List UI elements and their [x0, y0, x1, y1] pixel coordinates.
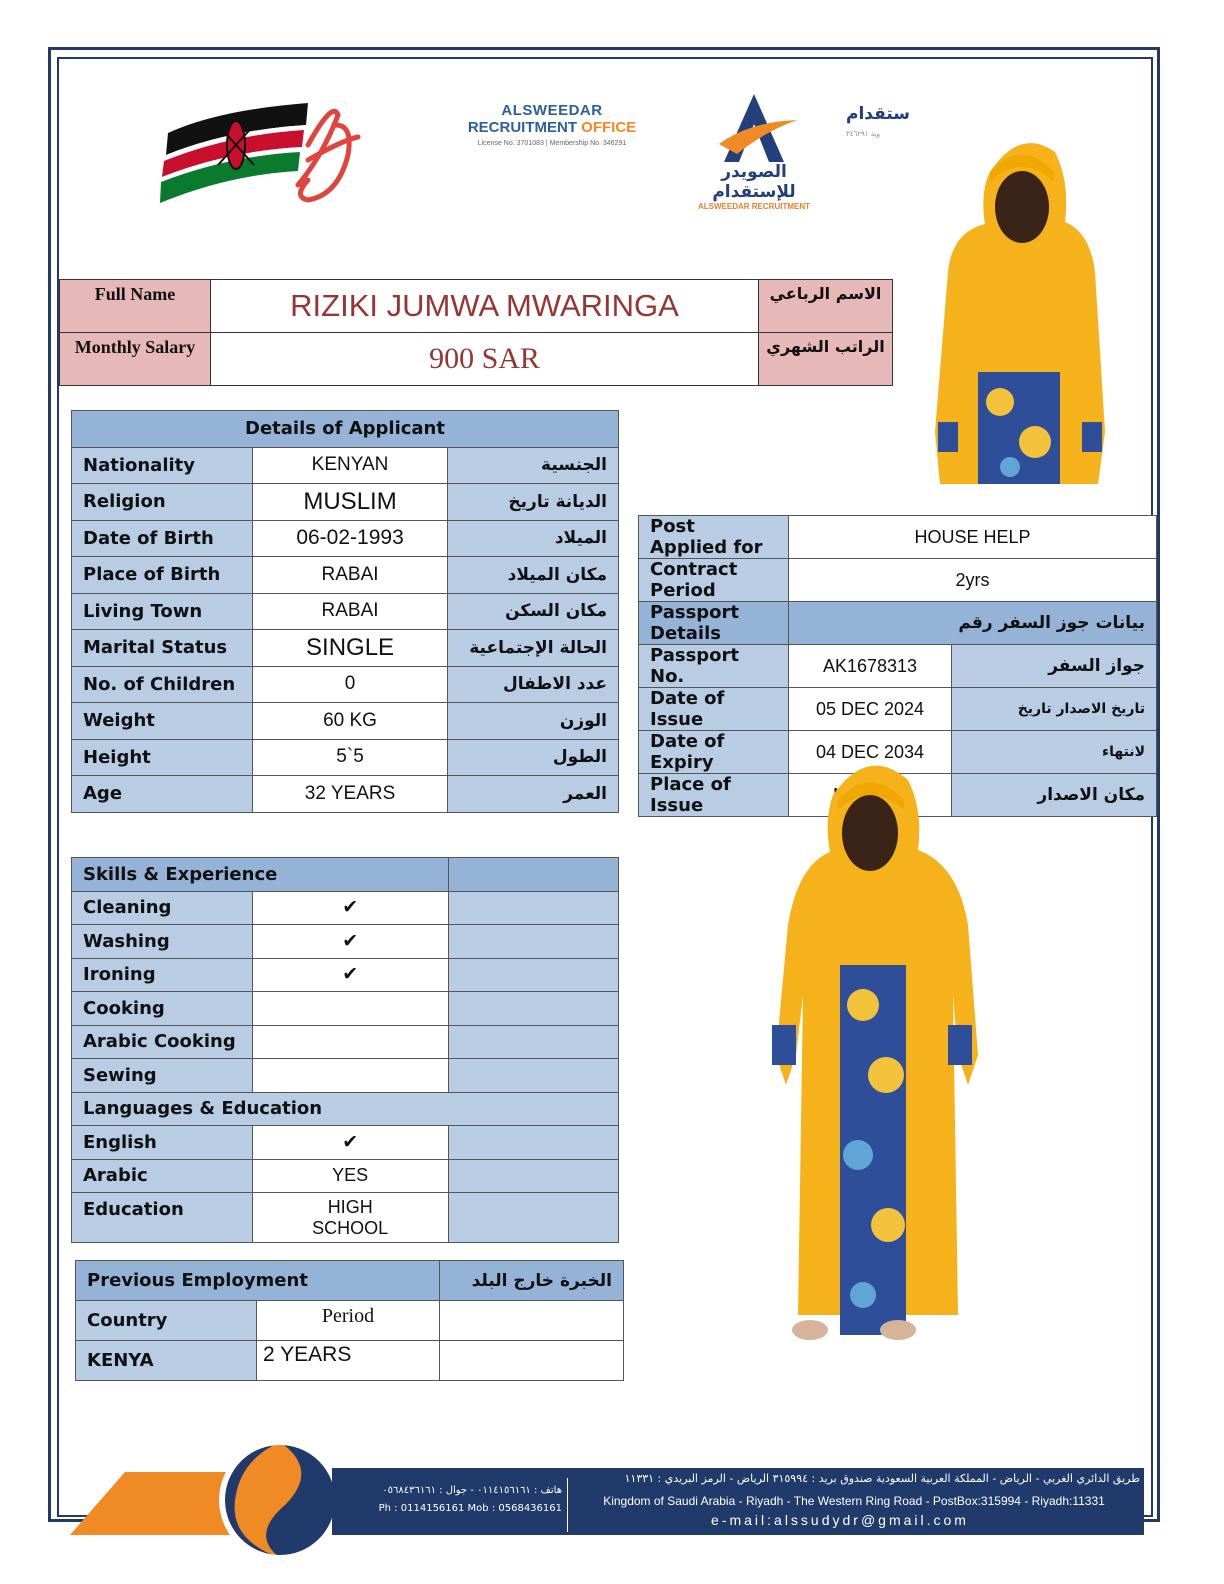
details-value: KENYAN: [252, 447, 448, 484]
language-value: YES: [252, 1159, 448, 1193]
partial-logo: [846, 104, 910, 154]
skill-row: [72, 958, 619, 992]
details-label: Height: [72, 739, 253, 776]
skill-extra: [448, 891, 618, 925]
skill-label: Washing: [72, 925, 253, 959]
details-row: [72, 593, 619, 630]
passport-label: Date of Expiry: [639, 731, 789, 774]
kenya-flag-aj-logo: [158, 85, 368, 205]
full-name-row: [60, 280, 893, 333]
footer-separator: [567, 1478, 568, 1532]
passport-header-arabic: بيانات جوز السفر رقم: [789, 602, 1157, 645]
skill-row: [72, 1025, 619, 1059]
passport-value: AK1678313: [789, 645, 952, 688]
post-value: HOUSE HELP: [789, 516, 1157, 559]
details-row: [72, 739, 619, 776]
skills-title: Skills & Experience: [72, 858, 449, 892]
details-title: Details of Applicant: [72, 411, 619, 448]
details-arabic-label: الديانة تاريخ: [448, 484, 619, 521]
skill-row: [72, 925, 619, 959]
previous-title: Previous Employment: [76, 1261, 440, 1301]
education-label: Education: [72, 1193, 253, 1243]
language-extra: [448, 1126, 618, 1160]
applicant-portrait-photo: [930, 132, 1110, 485]
skill-label: Sewing: [72, 1059, 253, 1093]
language-row: [72, 1159, 619, 1193]
office-logo-line1: ALSWEEDAR: [501, 102, 603, 119]
language-label: English: [72, 1126, 253, 1160]
details-header-row: [72, 411, 619, 448]
previous-header-row: [76, 1261, 624, 1301]
details-label: No. of Children: [72, 666, 253, 703]
skill-label: Arabic Cooking: [72, 1025, 253, 1059]
details-label: Living Town: [72, 593, 253, 630]
details-arabic-label: مكان الميلاد: [448, 557, 619, 594]
languages-header-row: [72, 1092, 619, 1126]
details-row: [72, 484, 619, 521]
office-logo-line2: [462, 119, 642, 136]
skills-header-empty: [448, 858, 618, 892]
office-logo-recruitment: RECRUITMENT: [467, 119, 577, 136]
skill-extra: [448, 925, 618, 959]
country-column-label: Country: [76, 1301, 257, 1341]
passport-arabic-label: جواز السفر: [952, 645, 1157, 688]
office-logo-license: License No. 3701083 | Membership No. 346291: [477, 140, 627, 147]
skill-row: [72, 992, 619, 1026]
name-salary-table: [59, 279, 893, 386]
education-row: [72, 1193, 619, 1243]
details-label: Marital Status: [72, 630, 253, 667]
skill-label: Ironing: [72, 958, 253, 992]
passport-label: Date of Issue: [639, 688, 789, 731]
office-logo-office: OFFICE: [581, 119, 637, 136]
contract-value: 2yrs: [789, 559, 1157, 602]
details-arabic-label: العمر: [448, 776, 619, 813]
details-label: Age: [72, 776, 253, 813]
passport-label: Place of Issue: [639, 774, 789, 817]
previous-columns-row: [76, 1301, 624, 1341]
details-value: 06-02-1993: [252, 520, 448, 557]
passport-header-row: [639, 602, 1157, 645]
skills-header-row: [72, 858, 619, 892]
education-value: HIGH SCHOOL: [252, 1193, 448, 1243]
skill-row: [72, 1059, 619, 1093]
language-label: Arabic: [72, 1159, 253, 1193]
details-row: [72, 630, 619, 667]
footer-address-arabic: طريق الدائري الغربي - الرياض - المملكة العربية السعودية صندوق بريد : ٣١٥٩٩٤ الرياض - الرمز البريدي : ١١٣٣١: [624, 1472, 1140, 1485]
previous-empty-cell: [440, 1341, 624, 1381]
passport-row: [639, 688, 1157, 731]
a-logo-arabic: الصويدر للإستقدام: [712, 162, 796, 202]
salary-arabic-label: الراتب الشهري: [759, 333, 893, 386]
details-label: Nationality: [72, 447, 253, 484]
full-name-arabic-label: الاسم الرباعي: [759, 280, 893, 333]
passport-label: Passport No.: [639, 645, 789, 688]
passport-value: 04 DEC 2034: [789, 731, 952, 774]
passport-arabic-label: مكان الاصدار: [952, 774, 1157, 817]
details-label: Place of Birth: [72, 557, 253, 594]
previous-empty-cell: [440, 1301, 624, 1341]
details-value: MUSLIM: [252, 484, 448, 521]
skill-check: ✔: [252, 925, 448, 959]
details-value: 60 KG: [252, 703, 448, 740]
skill-check: ✔: [252, 958, 448, 992]
period-column-label: Period: [257, 1301, 440, 1341]
previous-employment-table: [75, 1260, 624, 1381]
details-value: 5`5: [252, 739, 448, 776]
skill-extra: [448, 1025, 618, 1059]
language-extra: [448, 1159, 618, 1193]
a-letter-icon: [709, 92, 799, 164]
details-arabic-label: الجنسية: [448, 447, 619, 484]
full-name-label: Full Name: [60, 280, 211, 333]
languages-title: Languages & Education: [72, 1092, 619, 1126]
skill-extra: [448, 992, 618, 1026]
skill-check: [252, 1059, 448, 1093]
skill-check: [252, 1025, 448, 1059]
partial-logo-subtext: وية ٣٤٦٢٩١: [846, 130, 880, 138]
details-label: Date of Birth: [72, 520, 253, 557]
previous-country: KENYA: [76, 1341, 257, 1381]
language-value: ✔: [252, 1126, 448, 1160]
footer-phone-arabic: هاتف : ٠١١٤١٥٦١٦١ - جوال : ٠٥٦٨٤٣٦١٦١: [382, 1485, 562, 1496]
details-arabic-label: الميلاد: [448, 520, 619, 557]
passport-arabic-label: لانتهاء: [952, 731, 1157, 774]
contract-row: [639, 559, 1157, 602]
skill-extra: [448, 958, 618, 992]
full-name-value: RIZIKI JUMWA MWARINGA: [211, 280, 759, 333]
details-value: SINGLE: [252, 630, 448, 667]
education-extra: [448, 1193, 618, 1243]
details-arabic-label: الوزن: [448, 703, 619, 740]
salary-label: Monthly Salary: [60, 333, 211, 386]
a-logo-english: ALSWEEDAR RECRUITMENT: [698, 202, 810, 211]
skill-label: Cooking: [72, 992, 253, 1026]
skill-check: ✔: [252, 891, 448, 925]
details-row: [72, 776, 619, 813]
footer-address-english: Kingdom of Saudi Arabia - Riyadh - The Western Ring Road - PostBox:315994 - Riyadh:11331: [603, 1494, 1105, 1508]
details-value: 0: [252, 666, 448, 703]
footer-phone: [362, 1482, 562, 1518]
post-label: Post Applied for: [639, 516, 789, 559]
details-value: 32 YEARS: [252, 776, 448, 813]
applicant-full-body-photo: [758, 755, 988, 1360]
details-arabic-label: الحالة الإجتماعية: [448, 630, 619, 667]
skill-row: [72, 891, 619, 925]
contract-label: Contract Period: [639, 559, 789, 602]
passport-header: Passport Details: [639, 602, 789, 645]
passport-row: [639, 645, 1157, 688]
previous-entry-row: [76, 1341, 624, 1381]
salary-row: [60, 333, 893, 386]
details-label: Weight: [72, 703, 253, 740]
details-arabic-label: مكان السكن: [448, 593, 619, 630]
skill-extra: [448, 1059, 618, 1093]
footer: [70, 1450, 1150, 1560]
details-row: [72, 520, 619, 557]
footer-logo-shape: [70, 1450, 340, 1560]
details-row: [72, 703, 619, 740]
passport-arabic-label: تاريخ الاصدار تاريخ: [952, 688, 1157, 731]
details-label: Religion: [72, 484, 253, 521]
salary-value: 900 SAR: [211, 333, 759, 386]
partial-logo-text: ستقدام: [846, 104, 910, 124]
details-value: RABAI: [252, 593, 448, 630]
alsweedar-office-logo: [462, 102, 642, 164]
previous-period: 2 YEARS: [257, 1341, 440, 1381]
skill-check: [252, 992, 448, 1026]
alsweedar-a-logo: [684, 92, 824, 211]
skills-table: [71, 857, 619, 1243]
passport-value: 05 DEC 2024: [789, 688, 952, 731]
footer-email: e-mail:alssudydr@gmail.com: [711, 1512, 969, 1528]
details-row: [72, 666, 619, 703]
footer-phone-english: Ph : 0114156161 Mob : 0568436161: [378, 1503, 562, 1514]
details-row: [72, 447, 619, 484]
language-row: [72, 1126, 619, 1160]
details-value: RABAI: [252, 557, 448, 594]
details-arabic-label: الطول: [448, 739, 619, 776]
details-row: [72, 557, 619, 594]
skill-label: Cleaning: [72, 891, 253, 925]
details-arabic-label: عدد الاطفال: [448, 666, 619, 703]
previous-title-arabic: الخبرة خارج البلد: [440, 1261, 624, 1301]
details-table: [71, 410, 619, 813]
post-row: [639, 516, 1157, 559]
